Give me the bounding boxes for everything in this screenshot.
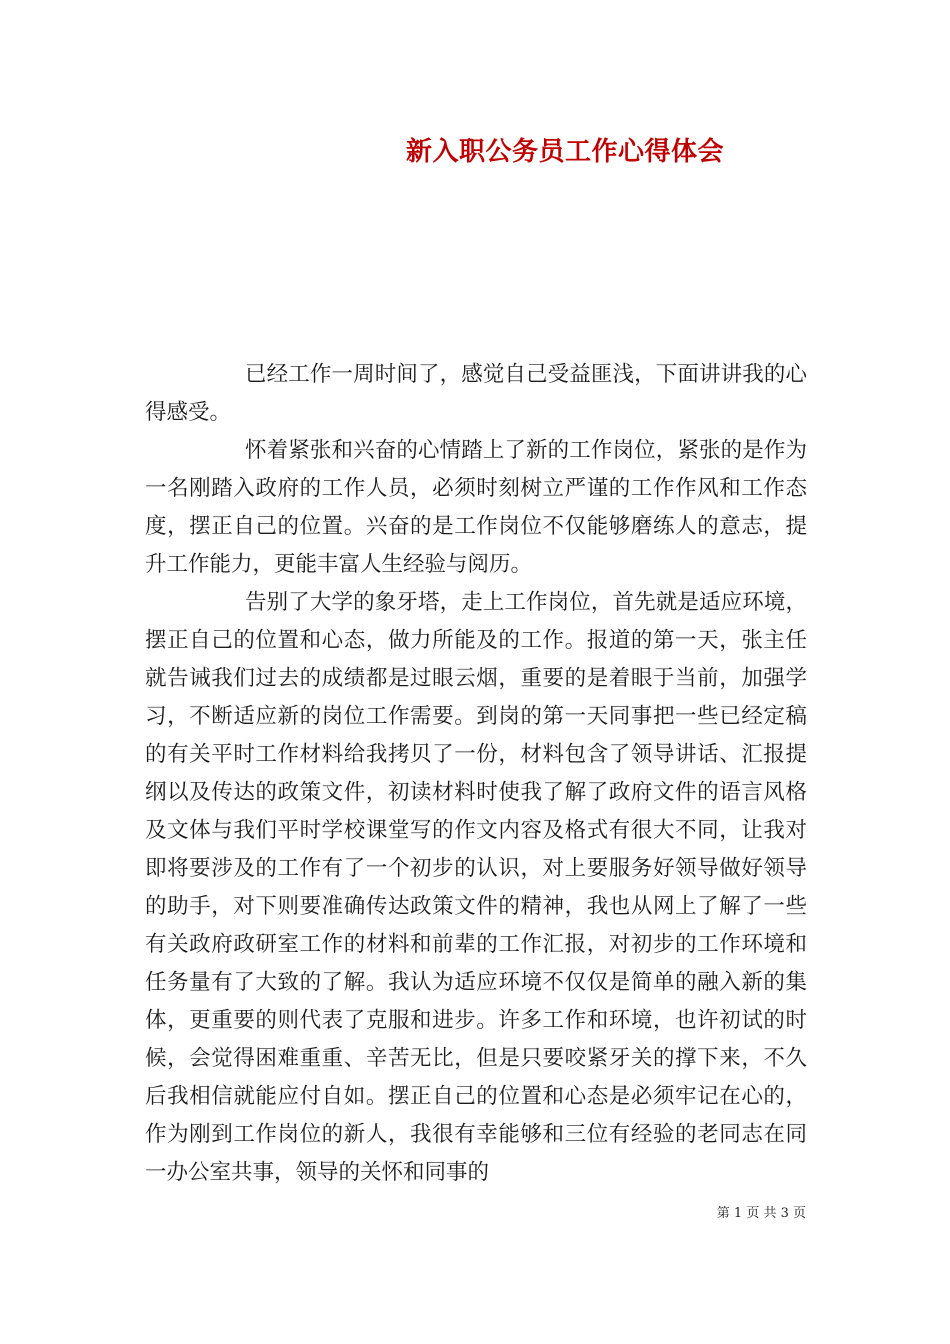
paragraph: 已经工作一周时间了，感觉自己受益匪浅，下面讲讲我的心得感受。 <box>145 362 807 425</box>
document-body <box>145 356 807 1192</box>
paragraph: 告别了大学的象牙塔，走上工作岗位，首先就是适应环境，摆正自己的位置和心态，做力所能及的工作。报道的第一天，张主任就告诫我们过去的成绩都是过眼云烟，重要的是着眼于当前，加强学习，不断适应新的岗位工作需要。到岗的第一天同事把一些已经定稿的有关平时工作材料给我拷贝了一份，材料包含了领导讲话、汇报提纲以及传达的政策文件，初读材料时使我了解了政府文件的语言风格及文体与我们平时学校课堂写的作文内容及格式有很大不同，让我对即将要涉及的工作有了一个初步的认识，对上要服务好领导做好领导的助手，对下则要准确传达政策文件的精神，我也从网上了解了一些有关政府政研室工作的材料和前辈的工作汇报，对初步的工作环境和任务量有了大致的了解。我认为适应环境不仅仅是简单的融入新的集体，更重要的则代表了克服和进步。许多工作和环境，也许初试的时候，会觉得困难重重、辛苦无比，但是只要咬紧牙关的撑下来，不久后我相信就能应付自如。摆正自己的位置和心态是必须牢记在心的，作为刚到工作岗位的新人，我很有幸能够和三位有经验的老同志在同一办公室共事，领导的关怀和同事的 <box>145 590 807 1185</box>
paragraph: 怀着紧张和兴奋的心情踏上了新的工作岗位，紧张的是作为一名刚踏入政府的工作人员，必须时刻树立严谨的工作作风和工作态度，摆正自己的位置。兴奋的是工作岗位不仅能够磨练人的意志，提升工作能力，更能丰富人生经验与阅历。 <box>145 438 807 577</box>
document-title: 新入职公务员工作心得体会 <box>405 137 724 167</box>
page-number-footer: 第 1 页 共 3 页 <box>716 1206 806 1221</box>
